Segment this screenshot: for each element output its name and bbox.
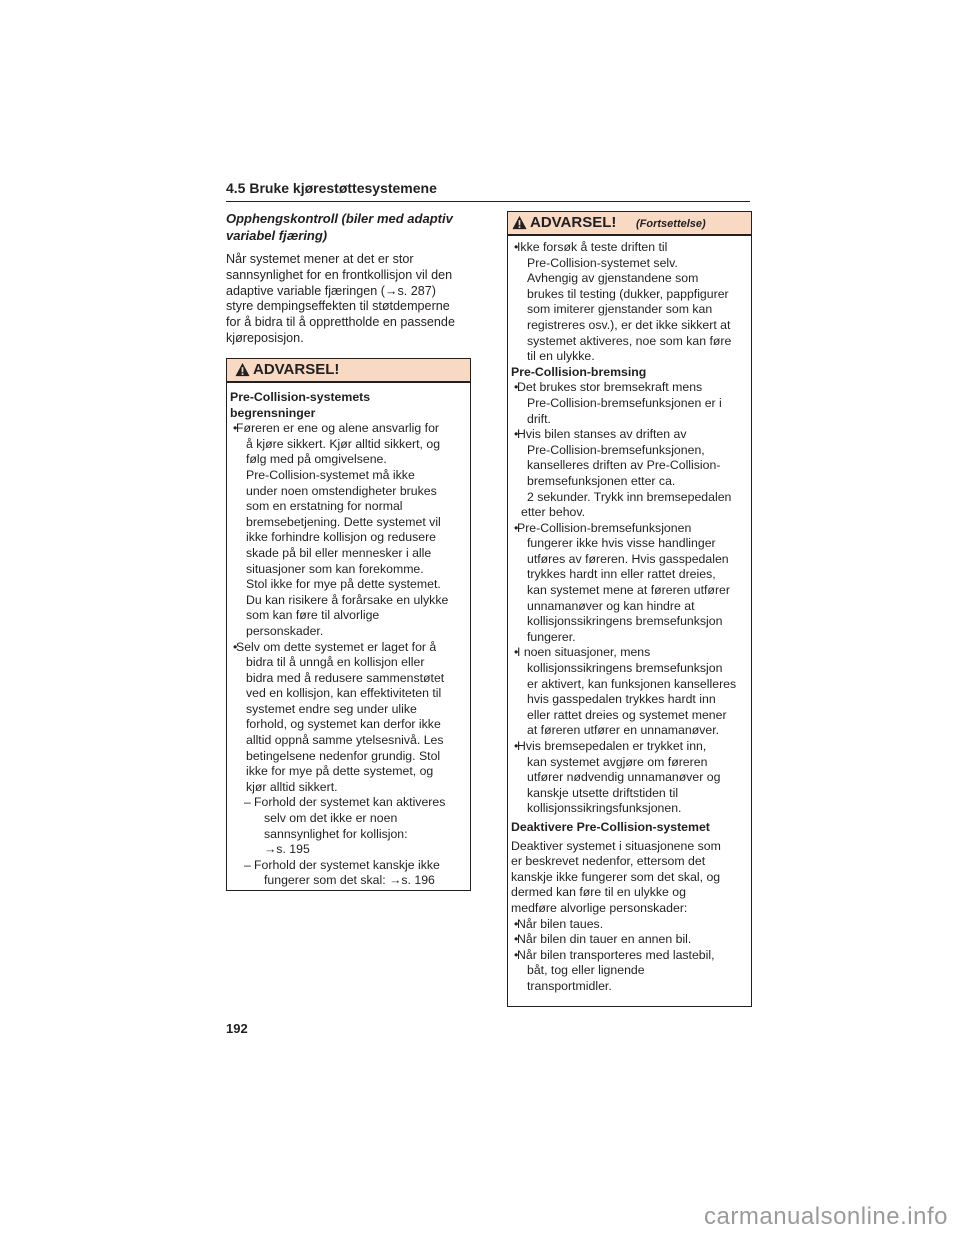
bullet-line: at føreren utfører en unnamanøver.: [527, 723, 720, 738]
bullet-line: transportmidler.: [527, 978, 612, 993]
bullet-line: kollisjonssikringens bremsefunksjon: [527, 614, 723, 629]
bullet-line: under noen omstendigheter brukes: [246, 483, 437, 498]
warning-icon: [235, 362, 250, 377]
subheading-line: variabel fjæring): [226, 228, 328, 243]
bullet-line: • Føreren er ene og alene ansvarlig for: [236, 421, 440, 436]
bullet-item: [511, 521, 749, 646]
warning-box-limitations: [226, 358, 471, 891]
bullet-line: ikke for mye på dette systemet, og: [246, 764, 434, 779]
bullet-line: eller rattet dreies og systemet mener: [527, 707, 727, 722]
heading-line: Pre-Collision-systemets: [230, 390, 371, 404]
bullet-item: [511, 427, 749, 521]
bullet-line: • Hvis bremsepedalen er trykket inn,: [517, 739, 707, 753]
warning-box-continued: [507, 211, 752, 1007]
watermark: carmanualsonline.info: [704, 1203, 948, 1230]
bullet-item: [511, 917, 749, 933]
subheading-line: Opphengskontroll (biler med adaptiv: [226, 211, 453, 226]
bullet-line: å kjøre sikkert. Kjør alltid sikkert, og: [246, 436, 441, 451]
page-reference-link[interactable]: →s. 195: [264, 842, 310, 857]
bullet-line: • Ikke forsøk å teste driften til: [517, 240, 668, 254]
paragraph-line: dermed kan føre til en ulykke og: [511, 885, 686, 900]
bullet-line: skade på bil eller mennesker i alle: [246, 545, 432, 560]
warning-heading: [230, 390, 468, 421]
bullet-line: personskader.: [246, 623, 324, 638]
bullet-line: systemet endre seg under ulike: [246, 701, 417, 716]
bullet-line: • Hvis bilen stanses av driften av: [517, 427, 687, 442]
bullet-line: situasjoner som kan forekomme.: [246, 561, 424, 576]
heading-line: Deaktivere Pre-Collision-systemet: [511, 819, 710, 834]
bullet-line: utfører nødvendig unnamanøver og: [527, 770, 721, 785]
bullet-item: [511, 240, 749, 365]
paragraph-line: styre dempingseffekten til støtdemperne: [226, 299, 450, 314]
paragraph-line: Deaktiver systemet i situasjonene som: [511, 838, 721, 853]
paragraph-line: kjøreposisjon.: [226, 330, 304, 345]
heading-line: Pre-Collision-bremsing: [511, 364, 647, 379]
bullet-line: Stol ikke for mye på dette systemet.: [246, 577, 441, 592]
warning-title: ADVARSEL!: [530, 214, 617, 231]
bullet-line: etter behov.: [521, 505, 586, 520]
bullet-line: bidra med å redusere sammenstøtet: [246, 670, 445, 685]
bullet-line: utføres av føreren. Hvis gasspedalen: [527, 551, 729, 566]
bullet-line: registreres osv.), er det ikke sikkert at: [527, 317, 731, 332]
disable-heading: [511, 820, 749, 836]
bullet-line: • Selv om dette systemet er laget for å: [236, 639, 437, 654]
paragraph-line: er beskrevet nedenfor, ettersom det: [511, 854, 706, 869]
bullet-line: Du kan risikere å forårsake en ulykke: [246, 592, 449, 607]
bullet-line: kollisjonssikringens bremsefunksjon: [527, 661, 723, 676]
left-column: [226, 210, 470, 347]
bullet-line: ved en kollisjon, kan effektiviteten til: [246, 686, 442, 701]
paragraph-line: adaptive variable fjæringen (→s. 287): [226, 283, 437, 298]
bullet-item: [511, 948, 749, 995]
bullet-line: Pre-Collision-systemet selv.: [527, 255, 678, 270]
bullet-line: bidra til å unngå en kollisjon eller: [246, 655, 425, 670]
bullet-line: kanskje utsette driftstiden til: [527, 785, 679, 800]
bullet-item: [511, 739, 749, 817]
warning-body: [508, 236, 751, 995]
bullet-line: trykkes hardt inn eller rattet dreies,: [527, 567, 716, 582]
warning-body: [227, 383, 470, 889]
dash-line: sannsynlighet for kollisjon:: [264, 826, 408, 841]
bullet-line: hvis gasspedalen trykkes hardt inn: [527, 692, 716, 707]
continued-label: (Fortsettelse): [636, 218, 706, 230]
bullet-item: [230, 640, 468, 796]
bullet-line: betingelsene nedenfor grundig. Stol: [246, 748, 441, 763]
bullet-line: brukes til testing (dukker, pappfigurer: [527, 286, 729, 301]
bullet-line: kjør alltid sikkert.: [246, 779, 338, 794]
bullet-line: til en ulykke.: [527, 349, 595, 364]
bullet-line: drift.: [527, 411, 551, 426]
disable-paragraph: [511, 839, 749, 917]
bullet-line: kollisjonssikringsfunksjonen.: [527, 801, 682, 816]
intro-paragraph: [226, 252, 470, 347]
bullet-line: som kan føre til alvorlige: [246, 608, 380, 623]
bullet-line: • Det brukes stor bremsekraft mens: [517, 380, 703, 395]
bullet-line: • Når bilen transporteres med lastebil,: [517, 947, 715, 962]
paragraph-line: medføre alvorlige personskader:: [511, 900, 688, 915]
page-number: 192: [226, 1021, 248, 1036]
bullet-line: 2 sekunder. Trykk inn bremsepedalen: [527, 489, 732, 504]
page-reference-link[interactable]: fungerer som det skal: →s. 196: [264, 873, 435, 888]
bullet-line: alltid oppnå samme ytelsesnivå. Les: [246, 733, 444, 748]
paragraph-line: for å bidra til å opprettholde en passende: [226, 315, 455, 330]
section-header: [226, 179, 750, 202]
bullet-line: • I noen situasjoner, mens: [517, 645, 651, 660]
paragraph-line: kanskje ikke fungerer som det skal, og: [511, 869, 721, 884]
bullet-line: som imiterer gjenstander som kan: [527, 302, 713, 317]
bullet-line: kan systemet avgjøre om føreren: [527, 754, 708, 769]
bullet-line: følg med på omgivelsene.: [246, 452, 387, 467]
warning-header: [508, 212, 751, 236]
subheading: [226, 210, 466, 244]
bullet-line: Avhengig av gjenstandene som: [527, 271, 699, 286]
dash-item: [230, 795, 468, 857]
dash-line: – Forhold der systemet kanskje ikke: [254, 857, 440, 872]
bullet-line: som en erstatning for normal: [246, 499, 403, 514]
bullet-line: kanselleres driften av Pre-Collision-: [527, 458, 721, 473]
bullet-item: [511, 932, 749, 948]
bullet-item: [511, 645, 749, 739]
bullet-line: unnamanøver og kan hindre at: [527, 598, 695, 613]
bullet-line: forhold, og systemet kan derfor ikke: [246, 717, 441, 732]
bullet-line: ikke forhindre kollisjon og redusere: [246, 530, 437, 545]
bullet-line: båt, tog eller lignende: [527, 963, 645, 978]
dash-line: selv om det ikke er noen: [264, 811, 398, 826]
bullet-line: Pre-Collision-bremsefunksjonen er i: [527, 395, 722, 410]
bullet-line: Pre-Collision-systemet må ikke: [246, 467, 415, 482]
bullet-line: • Når bilen taues.: [517, 916, 604, 931]
heading-line: begrensninger: [230, 405, 316, 420]
bullet-line: er aktivert, kan funksjonen kanselleres: [527, 676, 737, 691]
bullet-line: fungerer.: [527, 629, 576, 644]
bullet-line: systemet aktiveres, noe som kan føre: [527, 333, 732, 348]
warning-icon: [512, 215, 527, 230]
warning-title: ADVARSEL!: [253, 361, 340, 378]
bullet-line: bremsebetjening. Dette systemet vil: [246, 514, 441, 529]
bullet-line: bremsefunksjonen etter ca.: [527, 473, 676, 488]
section-title: 4.5 Bruke kjørestøttesystemene: [226, 180, 437, 196]
bullet-item: [511, 380, 749, 427]
bullet-line: fungerer ikke hvis visse handlinger: [527, 536, 716, 551]
bullet-line: • Pre-Collision-bremsefunksjonen: [517, 520, 692, 535]
bullet-line: Pre-Collision-bremsefunksjonen,: [527, 442, 705, 457]
dash-line: – Forhold der systemet kan aktiveres: [254, 795, 446, 810]
braking-heading: [511, 365, 749, 381]
bullet-item: [230, 421, 468, 639]
bullet-line: kan systemet mene at føreren utfører: [527, 583, 730, 598]
warning-header: [227, 359, 470, 383]
paragraph-line: Når systemet mener at det er stor: [226, 252, 414, 266]
paragraph-line: sannsynlighet for en frontkollisjon vil den: [226, 267, 453, 282]
bullet-line: • Når bilen din tauer en annen bil.: [517, 932, 692, 947]
dash-item: [230, 858, 468, 889]
